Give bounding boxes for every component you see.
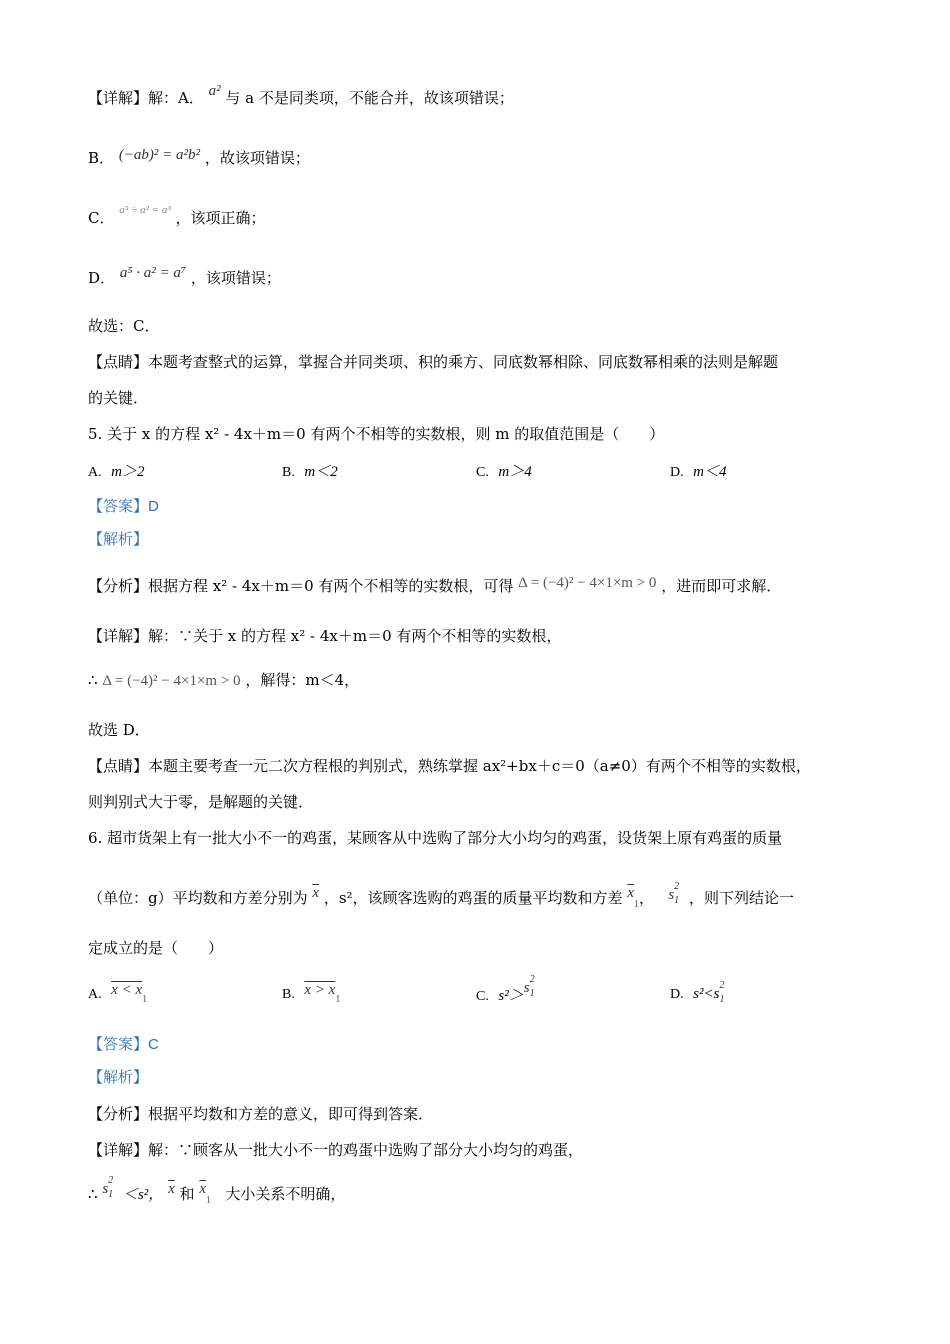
q5-comment-1: 【点睛】本题主要考查一元二次方程根的判别式，熟练掌握 ax²+bx＋c＝0（a≠0）有两个不相等的实数根， bbox=[88, 757, 811, 775]
q5-comment-2: 则判别式大于零，是解题的关键． bbox=[88, 793, 314, 811]
q6-option-b: B. $x > x_1$ bbox=[282, 982, 341, 1005]
q6-option-c: C. $s^2>s_1^2$ bbox=[476, 974, 535, 1004]
q4-b-expr: (−ab)² = a²b² bbox=[118, 147, 201, 163]
q6-stem-2: （单位：g）平均数和方差分别为 $\overline{x}$ ，s²，该顾客选购的鸡蛋的质量平均数和方差 $\overline{x}_1$， $s_1^2$ ，则下列结论一 bbox=[88, 881, 794, 910]
q5-choose: 故选 D． bbox=[88, 721, 150, 739]
q5-option-d: D. m＜4 bbox=[670, 464, 727, 480]
q6-s1-sq: $s_1^2$ bbox=[668, 881, 680, 906]
q4-line-d: D． a⁵ · a² = a⁷ ，该项错误； bbox=[88, 265, 281, 287]
q5-option-a: A. m＞2 bbox=[88, 464, 145, 480]
q6-stem-1: 6. 超市货架上有一批大小不一的鸡蛋，某顾客从中选购了部分大小均匀的鸡蛋，设货架上原有鸡蛋的质量 bbox=[88, 829, 783, 847]
q4-line-b: B． (−ab)² = a²b² ，故该项错误； bbox=[88, 147, 310, 167]
q6-x-bar: $\overline{x}$ bbox=[312, 885, 320, 901]
q4-choose: 故选：C． bbox=[88, 317, 160, 335]
q4-comment-2: 的关键． bbox=[88, 389, 149, 407]
q4-d-expr: a⁵ · a² = a⁷ bbox=[119, 265, 187, 281]
q4-c-expr: a⁵ ÷ a² = a³ bbox=[119, 204, 171, 216]
q4-line-a: 【详解】解：A． a² 与 a 不是同类项，不能合并，故该项错误； bbox=[88, 83, 514, 107]
q5-fenxi: 【分析】根据方程 x² - 4x＋m＝0 有两个不相等的实数根，可得 Δ = (−4)² − 4×1×m > 0 ，进而即可求解． bbox=[88, 575, 782, 595]
q5-detail-expr: Δ = (−4)² − 4×1×m > 0 bbox=[102, 673, 241, 689]
q5-option-c: C. m＞4 bbox=[476, 464, 532, 480]
q6-answer: 【答案】C bbox=[88, 1036, 159, 1053]
q5-fenxi-expr: Δ = (−4)² − 4×1×m > 0 bbox=[518, 575, 657, 591]
q5-detail-1: 【详解】解：∵关于 x 的方程 x² - 4x＋m＝0 有两个不相等的实数根， bbox=[88, 627, 562, 645]
q4-comment-1: 【点睛】本题考查整式的运算，掌握合并同类项、积的乘方、同底数幂相除、同底数幂相乘的法则是解题 bbox=[88, 353, 779, 371]
q5-option-b: B. m＜2 bbox=[282, 464, 338, 480]
q6-detail-1: 【详解】解：∵顾客从一批大小不一的鸡蛋中选购了部分大小均匀的鸡蛋， bbox=[88, 1141, 584, 1159]
q5-analysis-label: 【解析】 bbox=[88, 531, 149, 548]
q4-a-expr: a² bbox=[208, 83, 221, 99]
q6-fenxi: 【分析】根据平均数和方差的意义，即可得到答案． bbox=[88, 1105, 434, 1123]
q6-option-d: D. $s^2<s_1^2$ bbox=[670, 980, 725, 1005]
q5-detail-2: ∴ Δ = (−4)² − 4×1×m > 0 ，解得：m＜4， bbox=[88, 671, 360, 689]
q6-option-a: A. $x < x_1$ bbox=[88, 982, 148, 1005]
q5-answer-value: D bbox=[148, 498, 159, 515]
q4-line-c: C． $^{a^5 \div a^2 = a^3}$ ，该项正确； bbox=[88, 204, 266, 227]
q6-answer-value: C bbox=[148, 1036, 159, 1053]
q6-analysis-label: 【解析】 bbox=[88, 1069, 149, 1086]
q5-stem: 5. 关于 x 的方程 x² - 4x＋m＝0 有两个不相等的实数根，则 m 的取值范围是（ ） bbox=[88, 425, 665, 443]
q6-stem-3: 定成立的是（ ） bbox=[88, 939, 224, 957]
q6-x1-bar: $\overline{x}$ bbox=[627, 885, 635, 901]
q6-detail-2: ∴ $s_1^2 <s^2$， $\overline{x}$ 和 $\overline{x}_1$ 大小关系不明确， bbox=[88, 1175, 346, 1206]
q5-answer: 【答案】D bbox=[88, 498, 159, 515]
